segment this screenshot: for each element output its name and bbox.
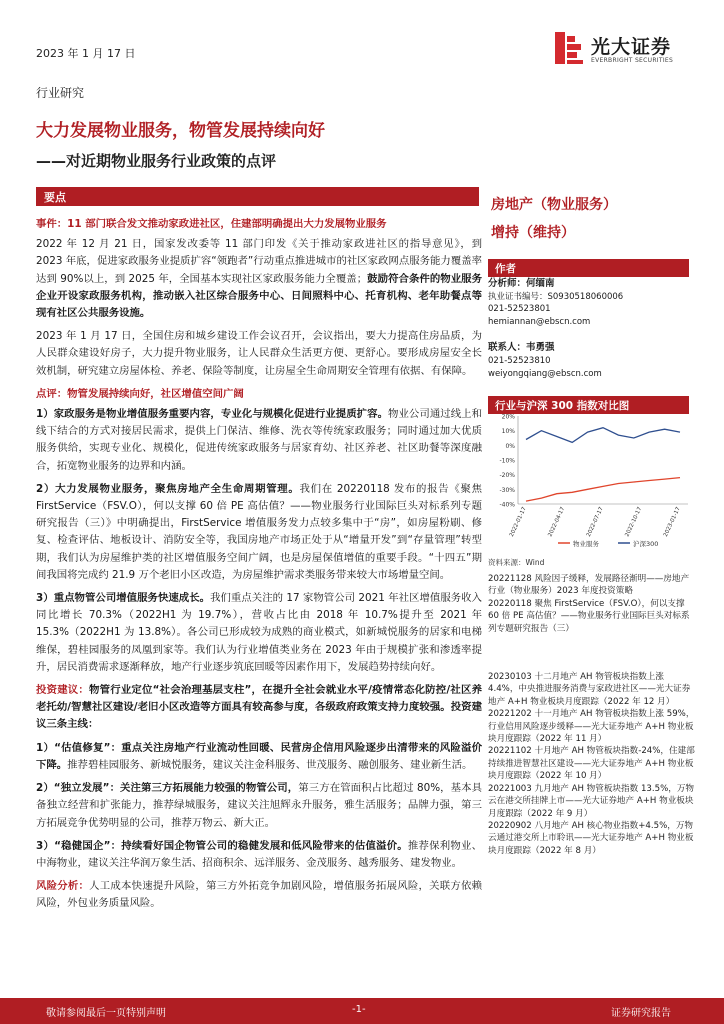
author-section-header bbox=[488, 259, 689, 277]
index-comparison-chart bbox=[488, 408, 703, 553]
chart-section-label: 行业与沪深 300 指数对比图 bbox=[495, 400, 630, 412]
analyst-label: 分析师： bbox=[488, 278, 527, 289]
paragraph-comment-1: 1）家政服务是物业增值服务重要内容，专业化与规模化促进行业提质扩容。物业公司通过线上和线下结合的方式对接居民需求，提供上门保洁、维修、洗衣等传统家政服务；同时通过加大优质服务供给，实现专业化、规模化，促进传统家政服务与居家育幼、社区养老、社区助餐等深度融合，拓宽物业服务的边界和内涵。 bbox=[36, 408, 482, 472]
main-content bbox=[36, 216, 482, 919]
y-tick-label: 0% bbox=[505, 442, 515, 450]
related-report-item[interactable]: 20220118 聚焦 FirstService（FSV.O），何以支撑 60 倍 PE 高估值？——物业服务行业国际巨头对标系列专题研究报告（三） bbox=[488, 598, 690, 634]
related-report-item[interactable]: 20230103 十二月地产 AH 物管板块指数上涨 4.4%，中央推进服务消费与家政进社区——光大证券地产 A+H 物业板块月度跟踪（2022 年 12 月） bbox=[488, 672, 691, 707]
x-tick-label: 2022-10-17 bbox=[624, 506, 644, 538]
related-report-item[interactable]: 20221202 十一月地产 AH 物管板块指数上涨 59%，行业信用风险逐步缓释——光大证券地产 A+H 物业板块月度跟踪（2022 年 11 月） bbox=[488, 709, 695, 745]
paragraph-event-1: 2022 年 12 月 21 日，国家发改委等 11 部门印发《关于推动家政进社区的指导意见》，到 2023 年底，促进家政服务业提质扩容“领跑者”行动重点推进城市的社区家政网点服务能力覆盖率达到 90%以上，到 2025 年，全国基本实现社区家政服务能力全覆盖；鼓励符合条件的物业服务企业开设家政服务机构，推动嵌入社区综合服务中心、日间照料中心、托育机构、老年助餐点等现有社区公共服务设施。 bbox=[36, 238, 482, 320]
y-tick-label: -30% bbox=[499, 486, 515, 494]
report-category: 证券研究报告 bbox=[611, 1008, 671, 1019]
logo-text: 光大证券 bbox=[591, 36, 672, 58]
paragraph-comment-3: 3）重点物管公司增值服务快速成长。我们重点关注的 17 家物管公司 2021 年社区增值服务收入同比增长 70.3%（2022H1 为 19.7%），营收占比由 2018 年 10.7%提升至 2021 年 15.3%（2022H1 为 13.8%）。各公司已形成较为成熟的商业模式，如新城悦服务的居家和电梯维保，碧桂园服务的凤凰到家等。我们认为行业增值类业务在 2023 年由于规模扩张和渗透率提升，居民消费需求逐渐释放，地产行业逐步筑底回暖等因素作用下，发展趋势持续向好。 bbox=[36, 592, 482, 673]
analyst-name: 何缅南 bbox=[526, 278, 555, 289]
author-info bbox=[488, 278, 698, 380]
legend-label: 沪深300 bbox=[633, 540, 659, 548]
advice-line-3: 3）“稳健国企”：持续看好国企物管公司的稳健发展和低风险带来的估值溢价。推荐保利物业、中海物业，建议关注华润万象生活、招商积余、远洋服务、金茂服务、越秀服务、建发物业。 bbox=[36, 839, 482, 869]
page-subtitle: ——对近期物业服务行业政策的点评 bbox=[36, 152, 277, 170]
section-header bbox=[36, 187, 479, 206]
related-report-item[interactable]: 20220902 八月地产 AH 核心物业指数+4.5%，万物云通过港交所上市聆讯——光大证券地产 A+H 物业板块月度跟踪（2022 年 8 月） bbox=[488, 820, 694, 856]
y-tick-label: -40% bbox=[499, 501, 515, 509]
related-report-item[interactable]: 20221128 风险因子缓释，发展路径渐明——房地产行业（物业服务）2023 年度投资策略 bbox=[488, 574, 690, 597]
x-tick-label: 2022-04-17 bbox=[547, 506, 567, 538]
related-reports bbox=[488, 573, 696, 857]
x-tick-label: 2022-01-17 bbox=[508, 506, 528, 538]
advice-line-2: 2）“独立发展”：关注第三方拓展能力较强的物管公司，第三方在管面积占比超过 80%，基本具备独立经营和扩张能力，推荐绿城服务，建议关注旭辉永升服务，雅生活服务；品牌力强，第三方拓展竞争优势明显的公司，推荐万物云、新大正。 bbox=[36, 782, 482, 829]
paragraph-comment-2: 2）大力发展物业服务，聚焦房地产全生命周期管理。我们在 20220118 发布的报告《聚焦 FirstService（FSV.O），何以支撑 60 倍 PE 高估值？——物业服务行业国际巨头对标系列专题研究报告（三）》中明确提出，FirstService 增值服务发力点较多集中于“房”，如房屋粉刷、修复、检查评估、地板设计、消防安全等，我国房地产市场正处于从“增量开发”到“存量管理”转型期，我们认为房屋维护类的社区增值服务空间广阔，也是房屋保值增值的重要手段。“十四五”期间我国将完成约 21.9 万个老旧小区改造，为房屋维护需求类服务带来较大市场增量空间。 bbox=[36, 482, 482, 581]
series-line bbox=[526, 428, 680, 443]
y-tick-label: 10% bbox=[501, 428, 515, 436]
y-tick-label: -10% bbox=[499, 457, 515, 465]
event-title: 事件：11 部门联合发文推动家政进社区，住建部明确提出大力发展物业服务 bbox=[36, 218, 387, 230]
logo-mark-icon bbox=[553, 30, 587, 66]
y-tick-label: -20% bbox=[499, 472, 515, 480]
contact-label: 联系人： bbox=[488, 342, 527, 354]
series-line bbox=[526, 478, 680, 502]
analyst-phone: 021-52523801 bbox=[488, 304, 551, 315]
footer bbox=[0, 998, 724, 1024]
legend-label: 物业服务 bbox=[573, 540, 599, 548]
rating: 增持（维持） bbox=[491, 225, 575, 241]
analyst-email[interactable]: hemiannan@ebscn.com bbox=[488, 316, 591, 327]
related-report-item[interactable]: 20221102 十月地产 AH 物管板块指数-24%，住建部持续推进智慧社区建设——光大证券地产 A+H 物业板块月度跟踪（2022 年 10 月） bbox=[488, 746, 695, 782]
contact-email[interactable]: weiyongqiang@ebscn.com bbox=[488, 368, 602, 379]
sector-name: 房地产（物业服务） bbox=[491, 197, 617, 213]
x-tick-label: 2022-07-17 bbox=[585, 506, 605, 538]
report-date: 2023 年 1 月 17 日 bbox=[36, 47, 136, 60]
paragraph-event-2: 2023 年 1 月 17 日，全国住房和城乡建设工作会议召开，会议指出，要大力提高住房品质，为人民群众建设好房子，大力提升物业服务，让人民群众生活更方便、更舒心。要形成房屋安全长效机制，研究建立房屋体检、养老、保险等制度，让房屋全生命周期安全管理有依据、有保障。 bbox=[36, 330, 482, 377]
author-section-label: 作者 bbox=[495, 263, 516, 275]
risk-analysis: 风险分析：人工成本快速提升风险，第三方外拓竞争加剧风险，增值服务拓展风险，关联方依赖风险，外包业务质量风险。 bbox=[36, 880, 482, 910]
company-logo bbox=[553, 26, 713, 72]
y-tick-label: 20% bbox=[501, 413, 515, 421]
contact-phone: 021-52523810 bbox=[488, 355, 551, 366]
advice-line-1: 1）“估值修复”：重点关注房地产行业流动性回暖、民营房企信用风险逐步出清带来的风险溢价下降。推荐碧桂园服务、新城悦服务，建议关注金科服务、世茂服务、融创服务、建业新生活。 bbox=[36, 741, 482, 771]
logo-english: EVERBRIGHT SECURITIES bbox=[591, 57, 674, 64]
disclaimer-note: 敬请参阅最后一页特别声明 bbox=[46, 1008, 166, 1019]
related-report-item[interactable]: 20221003 九月地产 AH 物管板块指数 13.5%，万物云在港交所挂牌上市——光大证券地产 A+H 物业板块月度跟踪（2022 年 9 月） bbox=[488, 783, 695, 819]
page-number: -1- bbox=[352, 1004, 366, 1015]
chart-source: 资料来源：Wind bbox=[488, 558, 545, 567]
comment-title: 点评：物管发展持续向好，社区增值空间广阔 bbox=[36, 387, 244, 400]
section-label: 要点 bbox=[44, 191, 66, 204]
x-tick-label: 2023-01-17 bbox=[662, 506, 682, 538]
contact-name: 韦勇强 bbox=[526, 342, 555, 354]
page-title: 大力发展物业服务，物管发展持续向好 bbox=[36, 121, 325, 141]
investment-advice: 投资建议：物管行业定位“社会治理基层支柱”，在提升全社会就业水平/疫情常态化防控/社区养老托幼/智慧社区建设/老旧小区改造等方面具有较高参与度，各级政府政策支持力度较强。投资建议三条主线： bbox=[36, 684, 482, 731]
license-number: 执业证书编号：S0930518060006 bbox=[488, 291, 624, 302]
report-type: 行业研究 bbox=[36, 86, 85, 100]
